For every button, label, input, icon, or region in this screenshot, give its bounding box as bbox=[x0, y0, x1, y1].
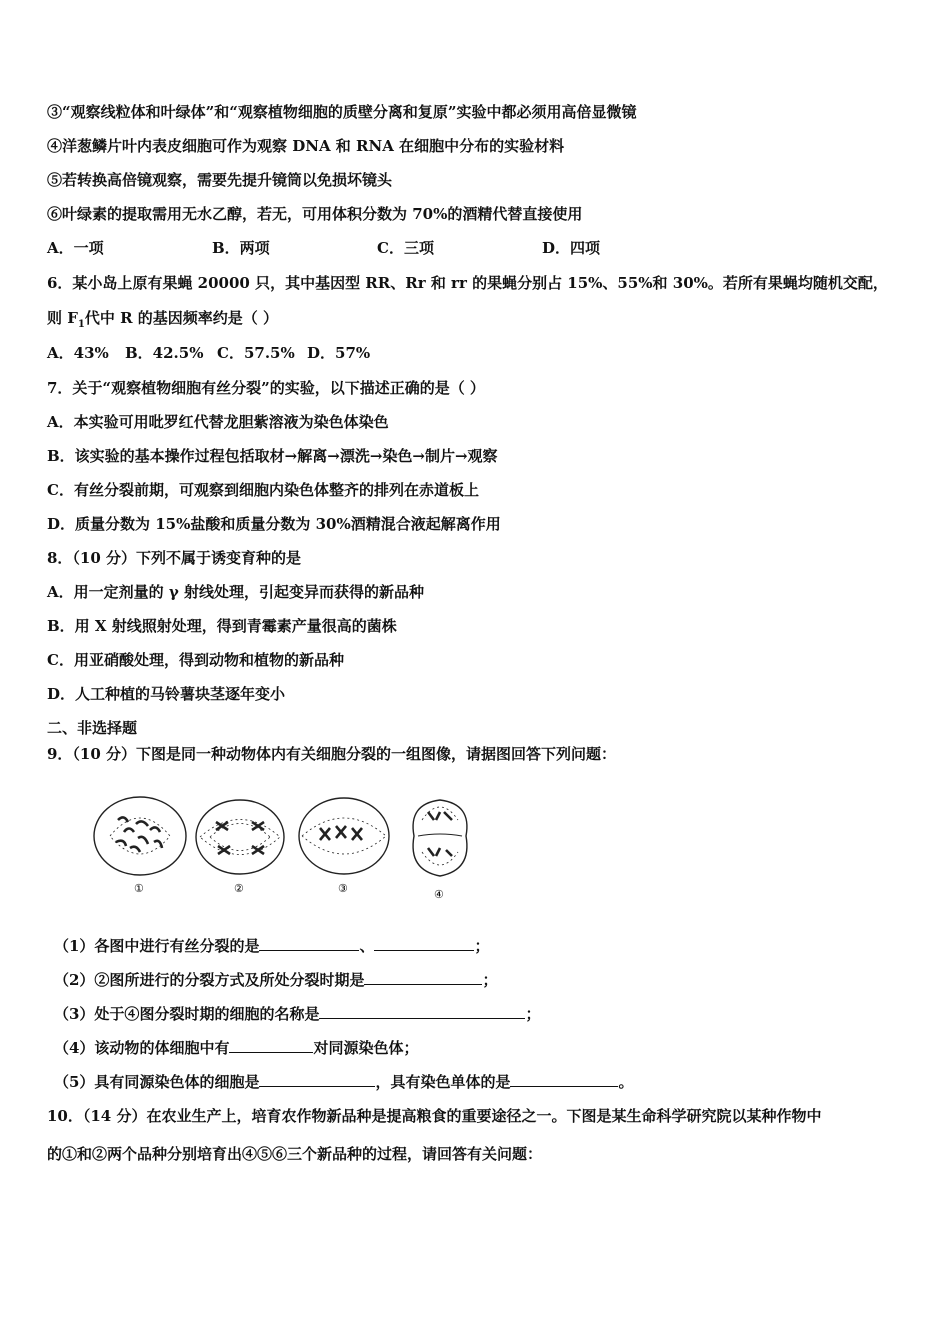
q7-option-a: A．本实验可用吡罗红代替龙胆紫溶液为染色体染色 bbox=[47, 413, 389, 431]
answer-blank-1a[interactable] bbox=[259, 936, 359, 951]
q9-sub1: （1）各图中进行有丝分裂的是 、 ； bbox=[54, 937, 490, 955]
q9-sub5: （5）具有同源染色体的细胞是 ，具有染色单体的是 。 bbox=[54, 1073, 634, 1091]
statement-3: ③“观察线粒体和叶绿体”和“观察植物细胞的质壁分离和复原”实验中都必须用高倍显微镜 bbox=[47, 103, 637, 121]
answer-blank-5b[interactable] bbox=[510, 1072, 618, 1087]
figure-label-2: ② bbox=[234, 882, 244, 895]
section-heading: 二、非选择题 bbox=[47, 719, 138, 737]
q9-sub3: （3）处于④图分裂时期的细胞的名称是 ； bbox=[54, 1005, 541, 1023]
q5-options bbox=[47, 238, 600, 258]
cell-4-image bbox=[413, 800, 467, 876]
statement-5: ⑤若转换高倍镜观察，需要先提升镜筒以免损坏镜头 bbox=[47, 171, 393, 189]
answer-blank-4[interactable] bbox=[229, 1038, 313, 1053]
q6-options bbox=[47, 343, 370, 363]
statement-6: ⑥叶绿素的提取需用无水乙醇，若无，可用体积分数为 70%的酒精代替直接使用 bbox=[47, 205, 583, 223]
q8-option-a: A．用一定剂量的 γ 射线处理，引起变异而获得的新品种 bbox=[47, 583, 424, 601]
q5-option-d: D．四项 bbox=[542, 239, 601, 257]
q7-stem: 7．关于“观察植物细胞有丝分裂”的实验，以下描述正确的是（ ） bbox=[47, 379, 485, 397]
figure-label-4: ④ bbox=[434, 888, 444, 901]
q8-stem: 8．（10 分）下列不属于诱变育种的是 bbox=[47, 549, 302, 567]
q7-option-b: B．该实验的基本操作过程包括取材→解离→漂洗→染色→制片→观察 bbox=[47, 447, 498, 465]
q5-option-b: B．两项 bbox=[212, 239, 270, 257]
q6-option-d: D．57% bbox=[307, 344, 371, 362]
q8-option-c: C．用亚硝酸处理，得到动物和植物的新品种 bbox=[47, 651, 344, 669]
cell-1-image bbox=[94, 797, 186, 875]
q7-option-c: C．有丝分裂前期，可观察到细胞内染色体整齐的排列在赤道板上 bbox=[47, 481, 479, 499]
q8-option-d: D．人工种植的马铃薯块茎逐年变小 bbox=[47, 685, 286, 703]
cell-2-image bbox=[196, 800, 284, 874]
answer-blank-2[interactable] bbox=[364, 970, 482, 985]
q6-stem-line2: 则 $F_1$代中 R 的基因频率约是（ ） bbox=[47, 309, 278, 330]
figure-label-1: ① bbox=[134, 882, 144, 895]
statement-4: ④洋葱鳞片叶内表皮细胞可作为观察 DNA 和 RNA 在细胞中分布的实验材料 bbox=[47, 137, 565, 155]
answer-blank-1b[interactable] bbox=[374, 936, 474, 951]
q6-option-a: A．43% bbox=[47, 344, 109, 362]
q5-option-c: C．三项 bbox=[377, 239, 434, 257]
cell-division-figure bbox=[88, 790, 488, 908]
q6-option-c: C．57.5% bbox=[217, 344, 295, 362]
q9-stem: 9．（10 分）下图是同一种动物体内有关细胞分裂的一组图像，请据图回答下列问题： bbox=[47, 745, 617, 763]
q10-stem-line1: 10．（14 分）在农业生产上，培育农作物新品种是提高粮食的重要途径之一。下图是某生命科学研究院以某种作物中 bbox=[47, 1107, 822, 1125]
answer-blank-3[interactable] bbox=[319, 1004, 525, 1019]
q8-option-b: B．用 X 射线照射处理，得到青霉素产量很高的菌株 bbox=[47, 617, 397, 635]
q6-stem-line1: 6．某小岛上原有果蝇 20000 只，其中基因型 RR、Rr 和 rr 的果蝇分别占 15%、55%和 30%。若所有果蝇均随机交配， bbox=[47, 274, 888, 292]
q7-option-d: D．质量分数为 15%盐酸和质量分数为 30%酒精混合液起解离作用 bbox=[47, 515, 501, 533]
figure-label-3: ③ bbox=[338, 882, 348, 895]
q5-option-a: A．一项 bbox=[47, 239, 104, 257]
answer-blank-5a[interactable] bbox=[259, 1072, 375, 1087]
q9-sub2: （2）②图所进行的分裂方式及所处分裂时期是 ； bbox=[54, 971, 498, 989]
q10-stem-line2: 的①和②两个品种分别培育出④⑤⑥三个新品种的过程，请回答有关问题： bbox=[47, 1145, 543, 1163]
q6-option-b: B．42.5% bbox=[125, 344, 204, 362]
cell-3-image bbox=[299, 798, 389, 874]
q9-sub4: （4）该动物的体细胞中有 对同源染色体； bbox=[54, 1039, 419, 1057]
